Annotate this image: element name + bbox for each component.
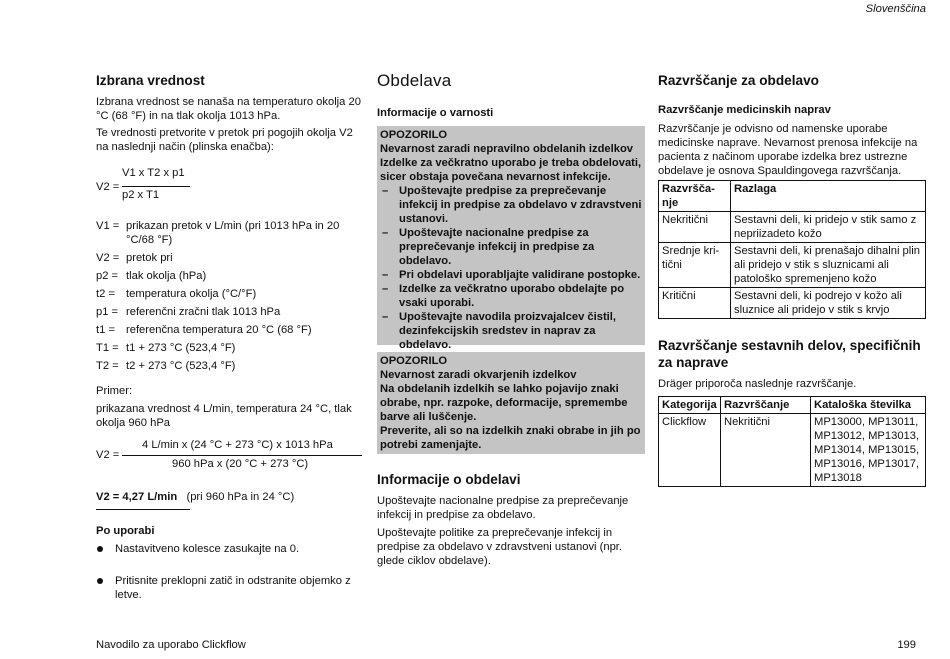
table-header-row [659,181,926,212]
paragraph: Izbrana vrednost se nanaša na temperaturo okolja 20 °C (68 °F) in na tlak okolja 1013 hPa. [96,96,361,122]
paragraph: Upoštevajte politike za preprečevanje infekcij in predpise za obdelavo v zdravstveni ustanovi (npr. glede ciklov obdelave). [377,527,623,567]
subsection-title-medical-devices: Razvrščanje medicinskih naprav [658,104,831,116]
table-header-row [659,397,926,414]
warning-box [377,126,645,351]
column-selected-value [96,0,364,601]
section-title-device-components: Razvrščanje sestavnih delov, specifičnih za naprave [658,338,921,370]
definition-list [96,219,364,377]
warning-lead: Nevarnost zaradi okvarjenih izdelkov [380,369,577,381]
formula-denominator: p2 x T1 [122,189,160,201]
warning-lead: Nevarnost zaradi nepravilno obdelanih izdelkov [380,143,634,155]
warning-list-item: – Upoštevajte navodila proizvajalcev čistil, dezinfekcijskih sredstev in naprav za obdelavo. [380,310,642,352]
warning-list-item: – Upoštevajte predpise za preprečevanje infekcij in predpise za obdelavo v zdravstveni ustanovi. [380,184,642,226]
table-cell: Srednje kri-tični [659,243,731,288]
classification-table [658,180,926,319]
table-cell: Sestavni deli, ki pridejo v stik samo z nepriizadeto kožo [731,212,926,243]
definition-item: t2 = temperatura okolja (°C/°F) [96,288,257,300]
example-label: Primer: [96,385,133,397]
definition-item: p1 = referenčni zračni tlak 1013 hPa [96,306,281,318]
table-header-cell: Kategorija [659,397,721,414]
table-row [659,212,926,243]
table-cell: Kritični [659,288,731,319]
example-formula-denominator: 960 hPa x (20 °C + 273 °C) [172,458,309,470]
table-cell: Clickflow [659,414,721,487]
page-number: 199 [897,639,916,651]
table-header-cell: Razvrščanje [721,397,811,414]
table-cell: Sestavni deli, ki prenašajo dihalni plin ali pridejo v stik s sluznicami ali patološko spremenjeno kožo [731,243,926,288]
section-title-classification: Razvrščanje za obdelavo [658,73,819,88]
warning-text: Preverite, ali so na izdelkih znaki obrabe in jih po potrebi zamenjajte. [380,425,641,451]
example-text: prikazana vrednost 4 L/min, temperatura 24 °C, tlak okolja 960 hPa [96,403,352,429]
result-underline [96,509,190,510]
warning-list-item: – Upoštevajte nacionalne predpise za preprečevanje infekcij in predpise za obdelavo. [380,226,642,268]
section-title-selected-value: Izbrana vrednost [96,73,205,88]
warning-box [377,352,645,454]
paragraph: Razvrščanje je odvisno od namenske uporabe medicinske naprave. Nevarnost prenosa infekcije na pacienta z načinom uporabe izdelka brez ustrezne obdelave je osnova Spauldingovega razvrščanja. [658,123,918,177]
result-line: V2 = 4,27 L/min (pri 960 hPa in 24 °C) [96,491,295,503]
list-item: Pritisnite preklopni zatič in odstranite objemko z letve. [96,574,364,602]
table-cell: Sestavni deli, ki podrejo v kožo ali sluznice ali pridejo v stik s krvjo [731,288,926,319]
example-formula-lhs: V2 = [96,449,120,461]
fraction-line [122,186,190,187]
example-formula-numerator: 4 L/min x (24 °C + 273 °C) x 1013 hPa [142,439,333,451]
warning-text: Na obdelanih izdelkih se lahko pojavijo znaki obrabe, npr. razpoke, deformacije, spremembe barve ali luščenje. [380,383,628,423]
subsection-title-safety: Informacije o varnosti [377,107,494,119]
definition-item: t1 = referenčna temperatura 20 °C (68 °F) [96,324,312,336]
paragraph: Upoštevajte nacionalne predpise za preprečevanje infekcij in predpise za obdelavo. [377,495,629,521]
definition-item: T1 = t1 + 273 °C (523,4 °F) [96,342,236,354]
table-row [659,243,926,288]
table-cell: Nekritični [721,414,811,487]
subsection-title-after-use: Po uporabi [96,525,155,537]
chapter-title-processing: Obdelava [377,71,452,90]
table-cell: MP13000, MP13011, MP13012, MP13013, MP13014, MP13015, MP13016, MP13017, MP13018 [811,414,926,487]
table-row [659,288,926,319]
footer-manual-title: Navodilo za uporabo Clickflow [96,639,246,651]
table-header-cell: Razlaga [731,181,926,212]
paragraph: Dräger priporoča naslednje razvrščanje. [658,378,857,390]
list-item: Nastavitveno kolesce zasukajte na 0. [96,542,364,556]
formula-lhs: V2 = [96,181,120,193]
component-classification-table [658,396,926,487]
table-cell: Nekritični [659,212,731,243]
paragraph: Te vrednosti pretvorite v pretok pri pogojih okolja V2 na naslednji način (plinska enačba): [96,127,353,153]
warning-text: Izdelke za večkratno uporabo je treba obdelovati, sicer obstaja povečana nevarnost infekcije. [380,157,642,183]
warning-list-item: – Izdelke za večkratno uporabo obdelajte po vsaki uporabi. [380,282,642,310]
page-language: Slovenščina [865,3,926,15]
warning-label: OPOZORILO [380,129,448,141]
warning-list-item: – Pri obdelavi uporabljajte validirane postopke. [380,268,642,282]
warning-label: OPOZORILO [380,355,448,367]
table-header-cell: Kataloška številka [811,397,926,414]
section-title-processing-info: Informacije o obdelavi [377,472,521,487]
fraction-line [122,455,362,456]
formula-numerator: V1 x T2 x p1 [122,167,185,179]
definition-item: T2 = t2 + 273 °C (523,4 °F) [96,360,236,372]
definition-item: V1 = prikazan pretok v L/min (pri 1013 hPa in 20 °C/68 °F) [96,220,340,246]
definition-item: p2 = tlak okolja (hPa) [96,270,207,282]
table-header-cell: Razvršča-nje [659,181,731,212]
table-row [659,414,926,487]
definition-item: V2 = pretok pri [96,252,173,264]
